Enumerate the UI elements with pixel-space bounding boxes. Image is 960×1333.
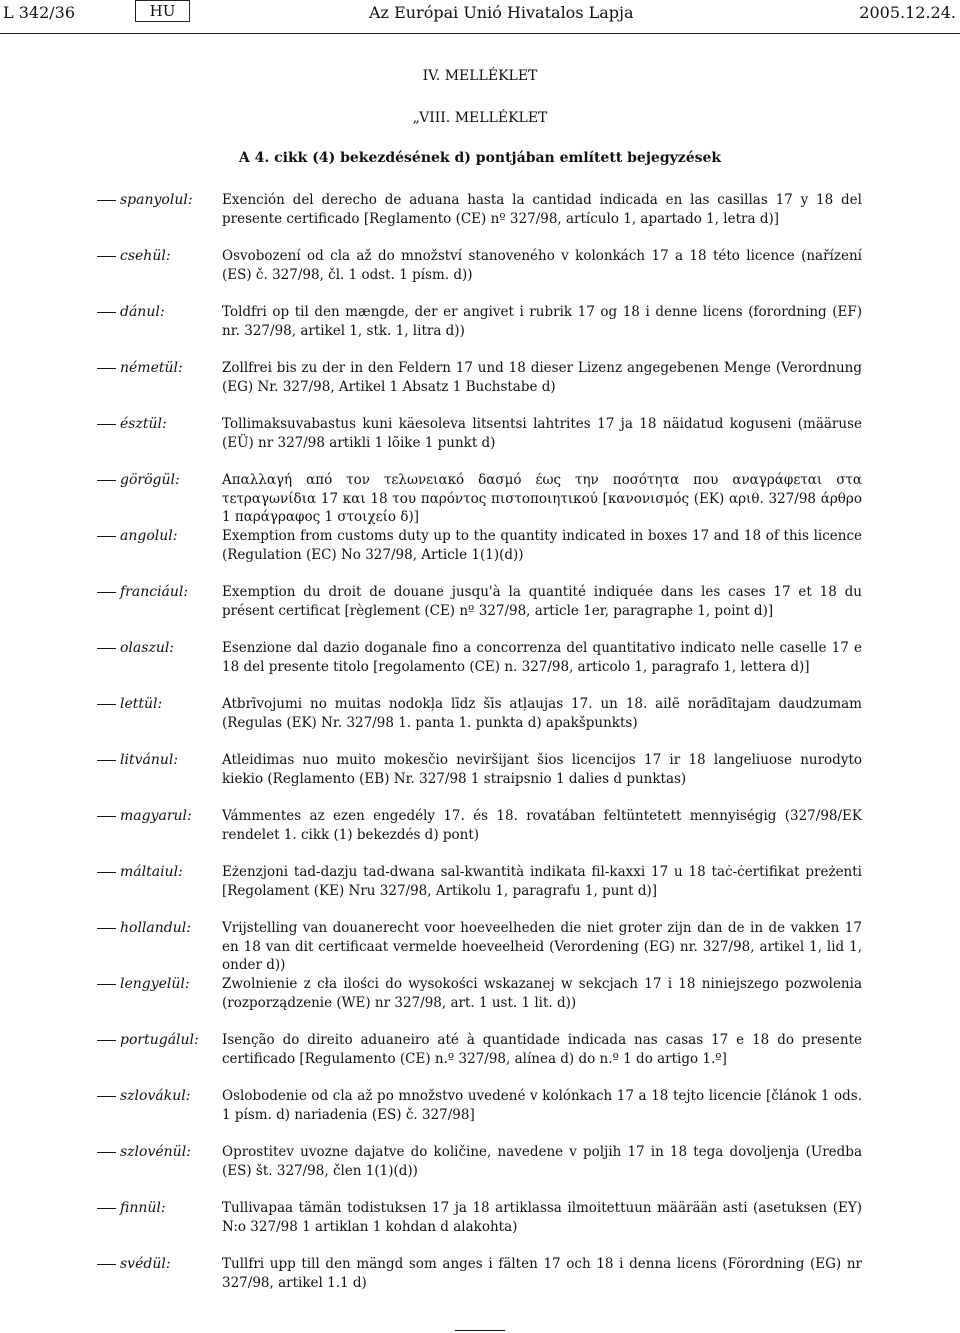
dash-marker — [97, 592, 116, 593]
list-item — [0, 695, 960, 751]
entry-text: Zwolnienie z cła ilości do wysokości wskazanej w sekcjach 17 i 18 niniejszego pozwolenia (rozporządzenie (WE) nr 327/98, art. 1 ust. 1 lit. d)) — [222, 976, 862, 1011]
header-divider — [0, 33, 960, 34]
language-label: litvánul: — [120, 752, 179, 768]
language-label: csehül: — [120, 248, 171, 264]
dash-marker — [97, 200, 116, 201]
language-label: dánul: — [120, 304, 165, 320]
dash-marker — [97, 760, 116, 761]
page-reference: L 342/36 — [3, 3, 75, 22]
dash-marker — [97, 1208, 116, 1209]
journal-title: Az Európai Unió Hivatalos Lapja — [369, 3, 634, 22]
language-label: spanyolul: — [120, 192, 193, 208]
publication-date: 2005.12.24. — [859, 3, 956, 22]
list-item — [0, 527, 960, 583]
list-item — [0, 1255, 960, 1311]
list-item — [0, 751, 960, 807]
dash-marker — [97, 312, 116, 313]
language-label: svédül: — [120, 1256, 171, 1272]
entry-text: Vámmentes az ezen engedély 17. és 18. rovatában feltüntetett mennyiségig (327/98/EK rendelet 1. cikk (1) bekezdés d) pont) — [222, 808, 862, 843]
entry-text: Tullivapaa tämän todistuksen 17 ja 18 artiklassa ilmoitettuun määrään asti (asetuksen (EY) N:o 327/98 1 artiklan 1 kohdan d alakohta) — [222, 1200, 862, 1235]
entry-text: Eżenzjoni tad-dazju tad-dwana sal-kwantità indikata fil-kaxxi 17 u 18 taċ-ċertifikat preżenti [Regolament (KE) Nru 327/98, Artikolu 1, paragrafu 1, punt d)] — [222, 864, 862, 899]
list-item — [0, 247, 960, 303]
language-label: máltaiul: — [120, 864, 183, 880]
annex-subtitle: „VIII. MELLÉKLET — [412, 110, 548, 126]
entry-text: Osvobození od cla až do množství stanoveného v kolonkách 17 a 18 této licence (nařízení (ES) č. 327/98, čl. 1 odst. 1 písm. d)) — [222, 248, 862, 283]
language-code-badge: HU — [135, 0, 190, 22]
list-item — [0, 1199, 960, 1255]
dash-marker — [97, 1040, 116, 1041]
list-item — [0, 191, 960, 247]
language-entries-list — [0, 191, 960, 1311]
language-label: szlovénül: — [120, 1144, 191, 1160]
dash-marker — [97, 424, 116, 425]
list-item — [0, 807, 960, 863]
entry-text: Oprostitev uvozne dajatve do količine, navedene v poljih 17 in 18 tega dovoljenja (Uredba (ES) št. 327/98, člen 1(1)(d)) — [222, 1144, 862, 1179]
entry-text: Atbrīvojumi no muitas nodokļa līdz šīs atļaujas 17. un 18. ailē norādītajam daudzumam (Regulas (EK) Nr. 327/98 1. panta 1. punkta d) apakšpunkts) — [222, 696, 862, 731]
section-heading: A 4. cikk (4) bekezdésének d) pontjában említett bejegyzések — [238, 150, 722, 166]
language-label: portugálul: — [120, 1032, 199, 1048]
list-item — [0, 359, 960, 415]
footer-divider — [455, 1330, 505, 1331]
entry-text: Exención del derecho de aduana hasta la cantidad indicada en las casillas 17 y 18 del presente certificado [Reglamento (CE) nº 327/98, artículo 1, apartado 1, letra d)] — [222, 192, 862, 227]
language-label: lengyelül: — [120, 976, 190, 992]
dash-marker — [97, 984, 116, 985]
dash-marker — [97, 872, 116, 873]
entry-text: Tollimaksuvabastus kuni käesoleva litsentsi lahtrites 17 ja 18 näidatud koguseni (määruse (EÜ) nr 327/98 artikli 1 lõike 1 punkt d) — [222, 416, 862, 451]
entry-text: Απαλλαγή από τον τελωνειακό δασμό έως την ποσότητα που αναγράφεται στα τετραγωνίδια 17 και 18 του παρόντος πιστοποιητικού [κανονισμός (ΕΚ) αριθ. 327/98 άρθρο 1 παράγραφος 1 στοιχείο δ)] — [222, 472, 862, 525]
language-label: németül: — [120, 360, 183, 376]
language-label: olaszul: — [120, 640, 175, 656]
list-item — [0, 975, 960, 1031]
entry-text: Isenção do direito aduaneiro até à quantidade indicada nas casas 17 e 18 do presente certificado [Regulamento (CE) n.º 327/98, alínea d) do n.º 1 do artigo 1.º] — [222, 1032, 862, 1067]
list-item — [0, 583, 960, 639]
entry-text: Atleidimas nuo muito mokesčio neviršijant šios licencijos 17 ir 18 langeliuose nurodyto kiekio (Reglamento (EB) Nr. 327/98 1 straipsnio 1 dalies d punktas) — [222, 752, 862, 787]
dash-marker — [97, 368, 116, 369]
entry-text: Tullfri upp till den mängd som anges i fälten 17 och 18 i denna licens (Förordning (EG) nr 327/98, artikel 1.1 d) — [222, 1256, 862, 1291]
language-label: észtül: — [120, 416, 167, 432]
entry-text: Exemption du droit de douane jusqu'à la quantité indiquée dans les cases 17 et 18 du présent certificat [règlement (CE) nº 327/98, article 1er, paragraphe 1, point d)] — [222, 584, 862, 619]
list-item — [0, 639, 960, 695]
entry-text: Zollfrei bis zu der in den Feldern 17 und 18 dieser Lizenz angegebenen Menge (Verordnung (EG) Nr. 327/98, Artikel 1 Absatz 1 Buchstabe d) — [222, 360, 862, 395]
journal-header — [0, 0, 960, 34]
dash-marker — [97, 928, 116, 929]
entry-text: Toldfri op til den mængde, der er angivet i rubrik 17 og 18 i denne licens (forordning (EF) nr. 327/98, artikel 1, stk. 1, litra d)) — [222, 304, 862, 339]
list-item — [0, 863, 960, 919]
dash-marker — [97, 648, 116, 649]
list-item — [0, 415, 960, 471]
entry-text: Exemption from customs duty up to the quantity indicated in boxes 17 and 18 of this licence (Regulation (EC) No 327/98, Article 1(1)(d)) — [222, 528, 862, 563]
list-item — [0, 471, 960, 527]
annex-title: IV. MELLÉKLET — [422, 68, 538, 84]
language-label: hollandul: — [120, 920, 191, 936]
list-item — [0, 1031, 960, 1087]
language-label: angolul: — [120, 528, 178, 544]
list-item — [0, 1087, 960, 1143]
dash-marker — [97, 536, 116, 537]
dash-marker — [97, 704, 116, 705]
language-label: szlovákul: — [120, 1088, 191, 1104]
dash-marker — [97, 1264, 116, 1265]
language-label: magyarul: — [120, 808, 192, 824]
list-item — [0, 303, 960, 359]
entry-text: Oslobodenie od cla až po množstvo uvedené v kolónkach 17 a 18 tejto licencie [článok 1 ods. 1 písm. d) nariadenia (ES) č. 327/98] — [222, 1088, 862, 1123]
language-label: finnül: — [120, 1200, 166, 1216]
list-item — [0, 1143, 960, 1199]
entry-text: Esenzione dal dazio doganale fino a concorrenza del quantitativo indicato nelle caselle 17 e 18 del presente titolo [regolamento (CE) n. 327/98, articolo 1, paragrafo 1, lettera d)] — [222, 640, 862, 675]
dash-marker — [97, 256, 116, 257]
list-item — [0, 919, 960, 975]
language-label: franciául: — [120, 584, 189, 600]
dash-marker — [97, 1096, 116, 1097]
dash-marker — [97, 480, 116, 481]
language-label: lettül: — [120, 696, 163, 712]
entry-text: Vrijstelling van douanerecht voor hoeveelheden die niet groter zijn dan de in de vakken 17 en 18 van dit certificaat vermelde hoeveelheid (Verordening (EG) nr. 327/98, artikel 1, lid 1, onder d)) — [222, 920, 862, 973]
language-label: görögül: — [120, 472, 180, 488]
dash-marker — [97, 1152, 116, 1153]
dash-marker — [97, 816, 116, 817]
